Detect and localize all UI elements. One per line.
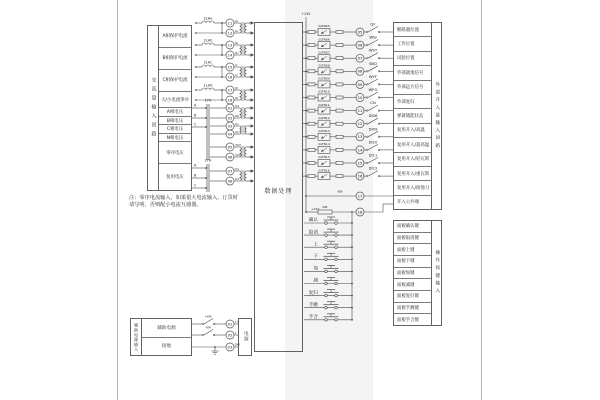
resistor: [308, 57, 315, 60]
open-end: [366, 84, 368, 86]
ac-input-cell: A相电压: [159, 108, 191, 116]
ac-input-cell: 零序电压: [159, 142, 191, 164]
junction-dot: [351, 258, 353, 260]
junction-dot: [305, 211, 307, 213]
wire: [368, 79, 378, 85]
resistor: [318, 210, 332, 214]
device-code: GLTN05: [318, 24, 330, 29]
resistor: [336, 83, 343, 86]
arrow-head: [251, 98, 254, 102]
arrow-head: [251, 75, 254, 79]
ct-code: 1LH0: [203, 83, 213, 88]
ac-input-cell: B相保护电流: [159, 48, 191, 70]
wire: [368, 158, 378, 164]
transformer-winding: [240, 23, 242, 33]
device-code: GLTN09: [318, 76, 330, 81]
resistor: [308, 135, 315, 138]
terminal-signal: Ib: [235, 40, 238, 45]
key-button-label: 下: [313, 254, 318, 260]
terminal-signal: 3U0: [235, 142, 242, 147]
junction-dot: [351, 211, 353, 213]
signal-code: DI09: [368, 126, 378, 132]
pt-code: 1YH: [204, 98, 212, 103]
terminal-signal: Ia': [235, 28, 239, 33]
terminal-number: 13: [227, 42, 233, 48]
transformer-winding: [245, 90, 247, 100]
di-label-cell: 试验位置: [394, 52, 431, 66]
button-contact: [335, 258, 338, 261]
aux-power-cell: 接地: [161, 344, 172, 350]
resistor: [308, 109, 315, 112]
device-code: GLTN15: [318, 155, 330, 160]
phase-letter: C: [194, 122, 197, 127]
open-end: [366, 123, 368, 125]
key-button-label: 手跳: [308, 302, 318, 308]
transformer-winding: [245, 171, 247, 181]
ac-input-cell: 大/小电流零序: [159, 92, 191, 109]
terminal-number: 04: [227, 131, 233, 137]
open-end: [195, 32, 197, 34]
transformer-winding: [245, 126, 246, 134]
key-button-label: 上: [313, 242, 318, 248]
ct-coil: [202, 88, 214, 90]
terminal-number: 07: [357, 55, 363, 61]
di-label-cell: 复用开入/接地刀: [394, 181, 431, 195]
key-label-cell: 面板取消键: [394, 233, 431, 245]
transformer-winding: [245, 147, 247, 157]
terminal-number: 06: [227, 154, 233, 160]
arrow-head: [251, 31, 254, 35]
di-label-cell: 工作位置: [394, 37, 431, 51]
terminal-signal: Un: [235, 129, 240, 134]
pt-code: 2YH: [204, 158, 212, 163]
device-code: GLTN12: [318, 115, 330, 120]
terminal-number: 15: [357, 160, 363, 166]
open-end: [366, 44, 368, 46]
aux-power-cell: 辅助电源: [142, 319, 191, 338]
junction-dot: [221, 22, 223, 24]
terminal-number: 16: [357, 173, 363, 179]
signal-code: DI10: [368, 139, 378, 145]
terminal-number: 17: [227, 87, 233, 93]
wire: [368, 92, 378, 98]
terminal-number: 11: [357, 108, 363, 113]
junction-dot: [305, 175, 307, 177]
transformer-winding: [240, 126, 241, 134]
resistor: [336, 135, 343, 138]
wire: [204, 319, 213, 325]
junction-dot: [305, 84, 307, 86]
open-end: [202, 334, 204, 336]
ac-input-cell: A相保护电流: [159, 26, 191, 48]
resistor: [308, 44, 315, 47]
resistor: [308, 175, 315, 178]
device-code: GLTN06: [318, 37, 330, 42]
button-contact: [335, 294, 338, 297]
arrow-head: [251, 88, 254, 92]
terminal-signal: Uc: [235, 121, 239, 126]
terminal-number: 06: [357, 42, 363, 48]
junction-dot: [305, 123, 307, 125]
open-end: [366, 71, 368, 73]
signal-code: QF: [370, 21, 376, 27]
arrow-head: [251, 155, 254, 159]
terminal-number: 01: [227, 105, 233, 111]
junction-dot: [205, 117, 207, 119]
key-label-cell: 面板上键: [394, 244, 431, 256]
open-end: [195, 54, 197, 56]
transformer-winding: [240, 45, 242, 55]
junction-dot: [305, 31, 307, 33]
junction-dot: [221, 44, 223, 46]
button-contact: [325, 282, 328, 285]
transformer-winding: [240, 108, 242, 118]
signal-code: DI08: [368, 113, 378, 119]
junction-dot: [305, 136, 307, 138]
junction-dot: [351, 295, 353, 297]
transformer-winding: [245, 108, 247, 118]
junction-dot: [351, 271, 353, 273]
signal-code: WSJ: [369, 34, 377, 40]
button-contact: [335, 270, 338, 273]
key-button-label: 加: [313, 266, 318, 272]
arrow-head: [251, 43, 254, 47]
junction-dot: [221, 54, 223, 56]
junction-dot: [351, 222, 353, 224]
terminal-number: 18: [357, 209, 363, 215]
signal-code: CN: [370, 100, 376, 106]
data-processing-label: 数据处理: [264, 188, 293, 195]
junction-dot: [305, 97, 307, 99]
open-end: [366, 136, 368, 138]
open-end: [195, 99, 197, 101]
wire: [368, 105, 378, 111]
terminal-number: 18: [227, 97, 233, 103]
resistor: [308, 122, 315, 125]
button-contact: [325, 294, 328, 297]
button-contact: [325, 319, 328, 322]
terminal-signal: Ub: [235, 113, 240, 118]
resistor: [336, 70, 343, 73]
device-code: GLTN16: [318, 168, 330, 173]
di-label-cell: 外部就地信号: [394, 66, 431, 80]
junction-dot: [305, 70, 307, 72]
button-contact: [335, 234, 338, 237]
junction-dot: [351, 234, 353, 236]
terminal-number: 17: [357, 193, 363, 199]
resistor: [308, 96, 315, 99]
terminal-number: 01: [227, 321, 233, 327]
bus-voltage-label: +24V: [301, 12, 311, 16]
resistor: [308, 83, 315, 86]
junction-dot: [351, 246, 353, 248]
ac-input-cell: 复用电压: [166, 175, 184, 181]
signal-code: WFG: [368, 87, 378, 92]
terminal-number: 07: [227, 168, 233, 174]
open-end: [366, 162, 368, 164]
terminal-number: 02: [227, 332, 233, 338]
key-label-cell: 面板手跳键: [394, 303, 431, 315]
arrow-head: [251, 169, 254, 173]
junction-dot: [205, 107, 207, 109]
di-strip-label: 外部开入量输入回路: [434, 81, 440, 151]
terminal-number: 14: [227, 52, 233, 58]
junction-dot: [351, 319, 353, 321]
wire: [368, 27, 378, 33]
ac-input-cell: C相电压: [159, 125, 191, 133]
ac-input-cell: B相电压: [159, 117, 191, 125]
transformer-winding: [245, 23, 247, 33]
device-code: GLTN08: [318, 63, 330, 68]
wire: [368, 171, 378, 177]
terminal-signal: L+: [234, 319, 239, 324]
di-common-cell: 开入公共端: [397, 200, 419, 206]
wire: [368, 66, 378, 72]
open-end: [195, 76, 197, 78]
terminal-number: 12: [357, 121, 363, 127]
di-label-cell: 复用开入/高温: [394, 124, 431, 138]
phase-letter: B: [194, 113, 197, 118]
terminal-signal: 3U0': [235, 152, 242, 157]
di-label-cell: 弹簧储能状态: [394, 109, 431, 123]
key-button-label: 取消: [308, 230, 318, 236]
phase-letter: A: [194, 163, 197, 168]
signal-code: DI11: [368, 152, 378, 158]
power-switch-code: +KM: [204, 314, 212, 319]
junction-dot: [305, 44, 307, 46]
terminal-signal: I0': [235, 95, 239, 100]
button-contact: [325, 306, 328, 309]
device-code: KIB: [322, 204, 328, 209]
bus-voltage-label: +24V: [311, 206, 320, 211]
terminal-signal: Ic': [235, 72, 239, 77]
key-label-cell: 面板确认键: [394, 221, 431, 233]
arrow-head: [251, 132, 254, 136]
terminal-number: 02: [227, 115, 233, 121]
phase-letter: B: [194, 173, 197, 178]
keys-strip-label: 操作按键输入: [434, 250, 440, 296]
key-label-cell: 面板减键: [394, 279, 431, 291]
device-code: GLTN11: [318, 102, 330, 107]
open-end: [195, 44, 197, 46]
junction-dot: [305, 162, 307, 164]
di-label-cell: 断路器位置: [394, 23, 431, 37]
open-end: [366, 149, 368, 151]
junction-dot: [305, 57, 307, 59]
phase-letter: A: [194, 103, 197, 108]
junction-dot: [305, 195, 307, 197]
terminal-number: 11: [227, 20, 233, 26]
signal-code: WJD: [369, 60, 377, 66]
junction-dot: [305, 110, 307, 112]
arrow-head: [251, 106, 254, 110]
open-end: [195, 66, 197, 68]
terminal-signal: I0: [235, 85, 238, 90]
power-switch-code: -KM: [205, 325, 211, 330]
terminal-number: 05: [227, 144, 233, 150]
ac-input-cell: C相保护电流: [159, 70, 191, 92]
terminal-signal: Ua: [235, 103, 240, 108]
resistor: [308, 162, 315, 165]
resistor: [336, 96, 343, 99]
resistor: [308, 31, 315, 34]
terminal-signal: Ic: [235, 62, 238, 67]
terminal-number: 15: [227, 64, 233, 70]
terminal-signal: Ib': [235, 50, 239, 55]
ct-code: 2LHc: [203, 60, 213, 65]
junction-dot: [221, 99, 223, 101]
di-label-cell: 复用开入/轻瓦斯: [394, 153, 431, 167]
resistor: [336, 122, 343, 125]
resistor: [336, 175, 343, 178]
transformer-winding: [240, 90, 242, 100]
button-contact: [335, 246, 338, 249]
key-button-label: 确认: [308, 218, 318, 224]
button-contact: [325, 270, 328, 273]
wire: [368, 118, 378, 124]
arrow-head: [251, 179, 254, 183]
open-end: [195, 22, 197, 24]
terminal-signal: Ia: [235, 18, 238, 23]
junction-dot: [221, 66, 223, 68]
terminal-number: 03: [227, 344, 233, 350]
key-label-cell: 面板复归键: [394, 291, 431, 303]
junction-dot: [221, 89, 223, 91]
open-end: [366, 57, 368, 59]
open-end: [366, 110, 368, 112]
terminal-number: 08: [227, 178, 233, 184]
ct-code: 2LHa: [203, 16, 213, 21]
transformer-winding: [240, 67, 242, 77]
device-code: GLTN13: [318, 129, 330, 133]
arrow-head: [251, 124, 254, 128]
order-note: 注：零序电流输入，如果很大电流输入，订货时请写明，否则配小电流互感器。: [129, 195, 238, 209]
terminal-number: 16: [227, 74, 233, 80]
wire: [368, 40, 378, 46]
terminal-number: 10: [357, 94, 363, 100]
signal-code: WYF: [368, 73, 378, 79]
terminal-number: 08: [357, 68, 363, 74]
signal-code: WST: [368, 47, 378, 53]
key-label-cell: 面板下键: [394, 256, 431, 268]
open-end: [202, 323, 204, 325]
terminal-number: 03: [227, 123, 233, 129]
junction-dot: [205, 167, 207, 169]
button-contact: [335, 282, 338, 285]
device-code: GLTN14: [318, 142, 330, 147]
phase-letter: C: [194, 183, 197, 188]
ct-coil: [202, 65, 214, 67]
open-end: [195, 89, 197, 91]
open-end: [366, 175, 368, 177]
transformer-winding: [245, 67, 247, 77]
device-code: GLTN07: [318, 50, 330, 55]
terminal-signal: L-: [234, 330, 238, 335]
terminal-number: 12: [227, 30, 233, 36]
junction-dot: [351, 307, 353, 309]
resistor: [336, 44, 343, 47]
di-label-cell: 复用开入/重瓦斯: [394, 167, 431, 181]
junction-dot: [221, 32, 223, 34]
resistor: [308, 148, 315, 151]
resistor: [336, 109, 343, 112]
resistor: [336, 162, 343, 165]
wire: [368, 131, 378, 137]
junction-dot: [205, 177, 207, 179]
button-contact: [335, 306, 338, 309]
di-label-cell: 外部复归: [394, 95, 431, 109]
key-button-label: 复归: [308, 290, 318, 296]
terminal-number: 09: [357, 81, 363, 87]
button-contact: [325, 222, 328, 225]
junction-dot: [351, 283, 353, 285]
terminal-signal: GND: [234, 343, 241, 347]
resistor: [336, 31, 343, 34]
junction-dot: [205, 187, 207, 189]
junction-dot: [221, 76, 223, 78]
ac-input-strip-label: 交流量输入回路: [150, 76, 157, 140]
terminal-number: 05: [357, 29, 363, 35]
button-contact: [335, 319, 338, 322]
terminal-number: 13: [357, 134, 363, 140]
di-label-cell: 外部远方信号: [394, 81, 431, 95]
wire: [204, 330, 213, 336]
device-code: GLTN10: [318, 89, 330, 94]
transformer-winding: [245, 45, 247, 55]
arrow-head: [251, 65, 254, 69]
button-contact: [335, 222, 338, 225]
wire: [368, 53, 378, 59]
junction-dot: [305, 149, 307, 151]
di-label-cell: 复用开入/超高温: [394, 138, 431, 152]
open-end: [366, 97, 368, 99]
open-end: [366, 31, 368, 33]
wire: [368, 144, 378, 150]
ct-coil: [202, 43, 214, 45]
signal-code: DI12: [368, 165, 378, 171]
key-button-label: 手合: [308, 315, 318, 320]
key-label-cell: 面板加键: [394, 268, 431, 280]
ct-code: 2LHb: [203, 38, 213, 43]
aux-power-strip-label: 辅助电源输入: [134, 322, 140, 352]
ac-input-cell: N相电压: [159, 134, 191, 142]
arrow-head: [251, 116, 254, 120]
button-contact: [325, 234, 328, 237]
terminal-number: 14: [357, 147, 363, 153]
terminal-signal: Ux: [235, 166, 239, 171]
junction-dot: [205, 126, 207, 128]
key-label-cell: 面板手合键: [397, 317, 419, 323]
button-contact: [325, 246, 328, 249]
key-button-label: 减: [313, 278, 318, 284]
resistor: [308, 70, 315, 73]
ct-coil: [202, 21, 214, 23]
power-supply-label: 电源: [243, 331, 249, 343]
resistor: [336, 57, 343, 60]
device-code: KIB: [337, 189, 343, 194]
arrow-head: [251, 53, 254, 57]
resistor: [336, 148, 343, 151]
arrow-head: [251, 145, 254, 149]
arrow-head: [251, 21, 254, 25]
button-contact: [325, 258, 328, 261]
terminal-signal: Ux': [235, 176, 240, 181]
